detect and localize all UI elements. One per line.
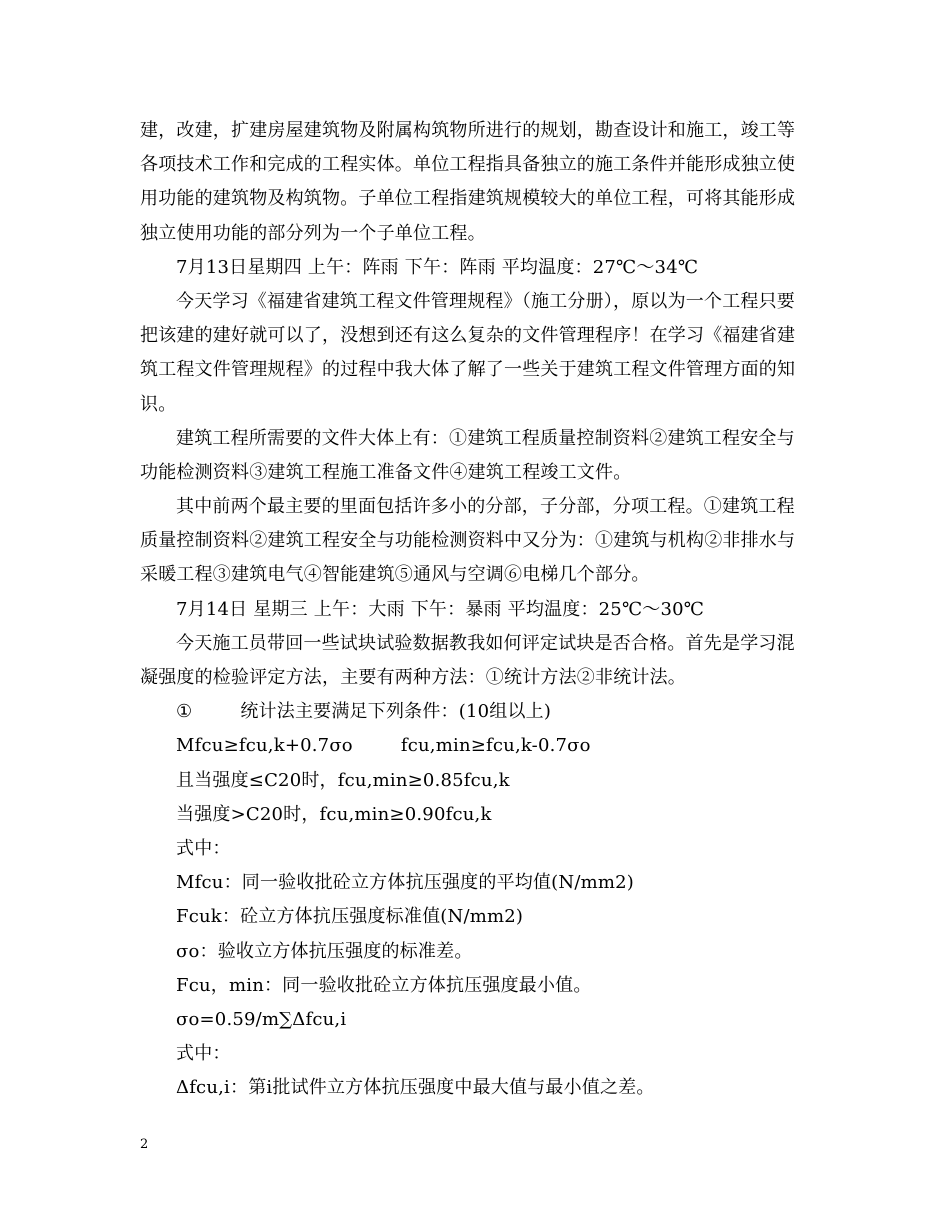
condition-line [140, 695, 820, 729]
formula-line [140, 729, 820, 763]
paragraph-line: 独立使用功能的部分列为一个子单位工程。 [140, 222, 486, 244]
paragraph-line: 识。 [140, 393, 177, 415]
rule-line: σo：验收立方体抗压强度的标准差。 [176, 940, 473, 962]
paragraph-line: 建，改建，扩建房屋建筑物及附属构筑物所进行的规划，勘查设计和施工，竣工等 [140, 120, 796, 141]
paragraph-line: 把该建的建好就可以了，没想到还有这么复杂的文件管理程序！在学习《福建省建 [140, 325, 796, 347]
page-number: 2 [140, 1137, 149, 1152]
rule-line: Mfcu：同一验收批砼立方体抗压强度的平均值(N/mm2) [176, 872, 635, 894]
paragraph-line: 凝强度的检验评定方法，主要有两种方法：①统计方法②非统计法。 [140, 667, 686, 688]
diary-date-line: 7月13日星期四 上午：阵雨 下午：阵雨 平均温度：27℃～34℃ [176, 256, 699, 278]
paragraph-line: 采暖工程③建筑电气④智能建筑⑤通风与空调⑥电梯几个部分。 [140, 564, 650, 586]
rule-line: 式中： [176, 1043, 231, 1065]
paragraph-line: 今天学习《福建省建筑工程文件管理规程》（施工分册），原以为一个工程只要 [176, 290, 795, 312]
condition-text: 统计法主要满足下列条件：(10组以上) [240, 701, 552, 723]
paragraph-line: 建筑工程所需要的文件大体上有：①建筑工程质量控制资料②建筑工程安全与 [176, 427, 795, 449]
rule-line: Fcuk：砼立方体抗压强度标准值(N/mm2) [176, 906, 524, 928]
rule-line: σo=0.59/m∑Δfcu,i [176, 1008, 347, 1030]
paragraph-line: 各项技术工作和完成的工程实体。单位工程指具备独立的施工条件并能形成独立使 [140, 154, 796, 176]
formula-mean: Mfcu≥fcu,k+0.7σo [176, 735, 353, 757]
paragraph-line: 质量控制资料②建筑工程安全与功能检测资料中又分为：①建筑与机构②非排水与 [140, 530, 796, 552]
rule-line: 式中： [176, 837, 231, 859]
paragraph-line: 其中前两个最主要的里面包括许多小的分部，子分部，分项工程。①建筑工程 [176, 496, 795, 518]
rule-line: Δfcu,i：第i批试件立方体抗压强度中最大值与最小值之差。 [176, 1077, 655, 1099]
paragraph-line: 今天施工员带回一些试块试验数据教我如何评定试块是否合格。首先是学习混 [176, 632, 795, 654]
rule-line: Fcu，min：同一验收批砼立方体抗压强度最小值。 [176, 974, 592, 996]
document-body [140, 114, 820, 1105]
paragraph-line: 用功能的建筑物及构筑物。子单位工程指建筑规模较大的单位工程，可将其能形成 [140, 188, 796, 210]
formula-minimum: fcu,min≥fcu,k-0.7σo [400, 735, 591, 757]
rule-line: 当强度>C20时，fcu,min≥0.90fcu,k [176, 803, 492, 825]
condition-marker: ① [176, 701, 193, 723]
diary-date-line: 7月14日 星期三 上午：大雨 下午：暴雨 平均温度：25℃～30℃ [176, 598, 705, 620]
paragraph-line: 功能检测资料③建筑工程施工准备文件④建筑工程竣工文件。 [140, 461, 632, 483]
paragraph-line: 筑工程文件管理规程》的过程中我大体了解了一些关于建筑工程文件管理方面的知 [140, 359, 796, 381]
rule-line: 且当强度≤C20时，fcu,min≥0.85fcu,k [176, 769, 510, 791]
